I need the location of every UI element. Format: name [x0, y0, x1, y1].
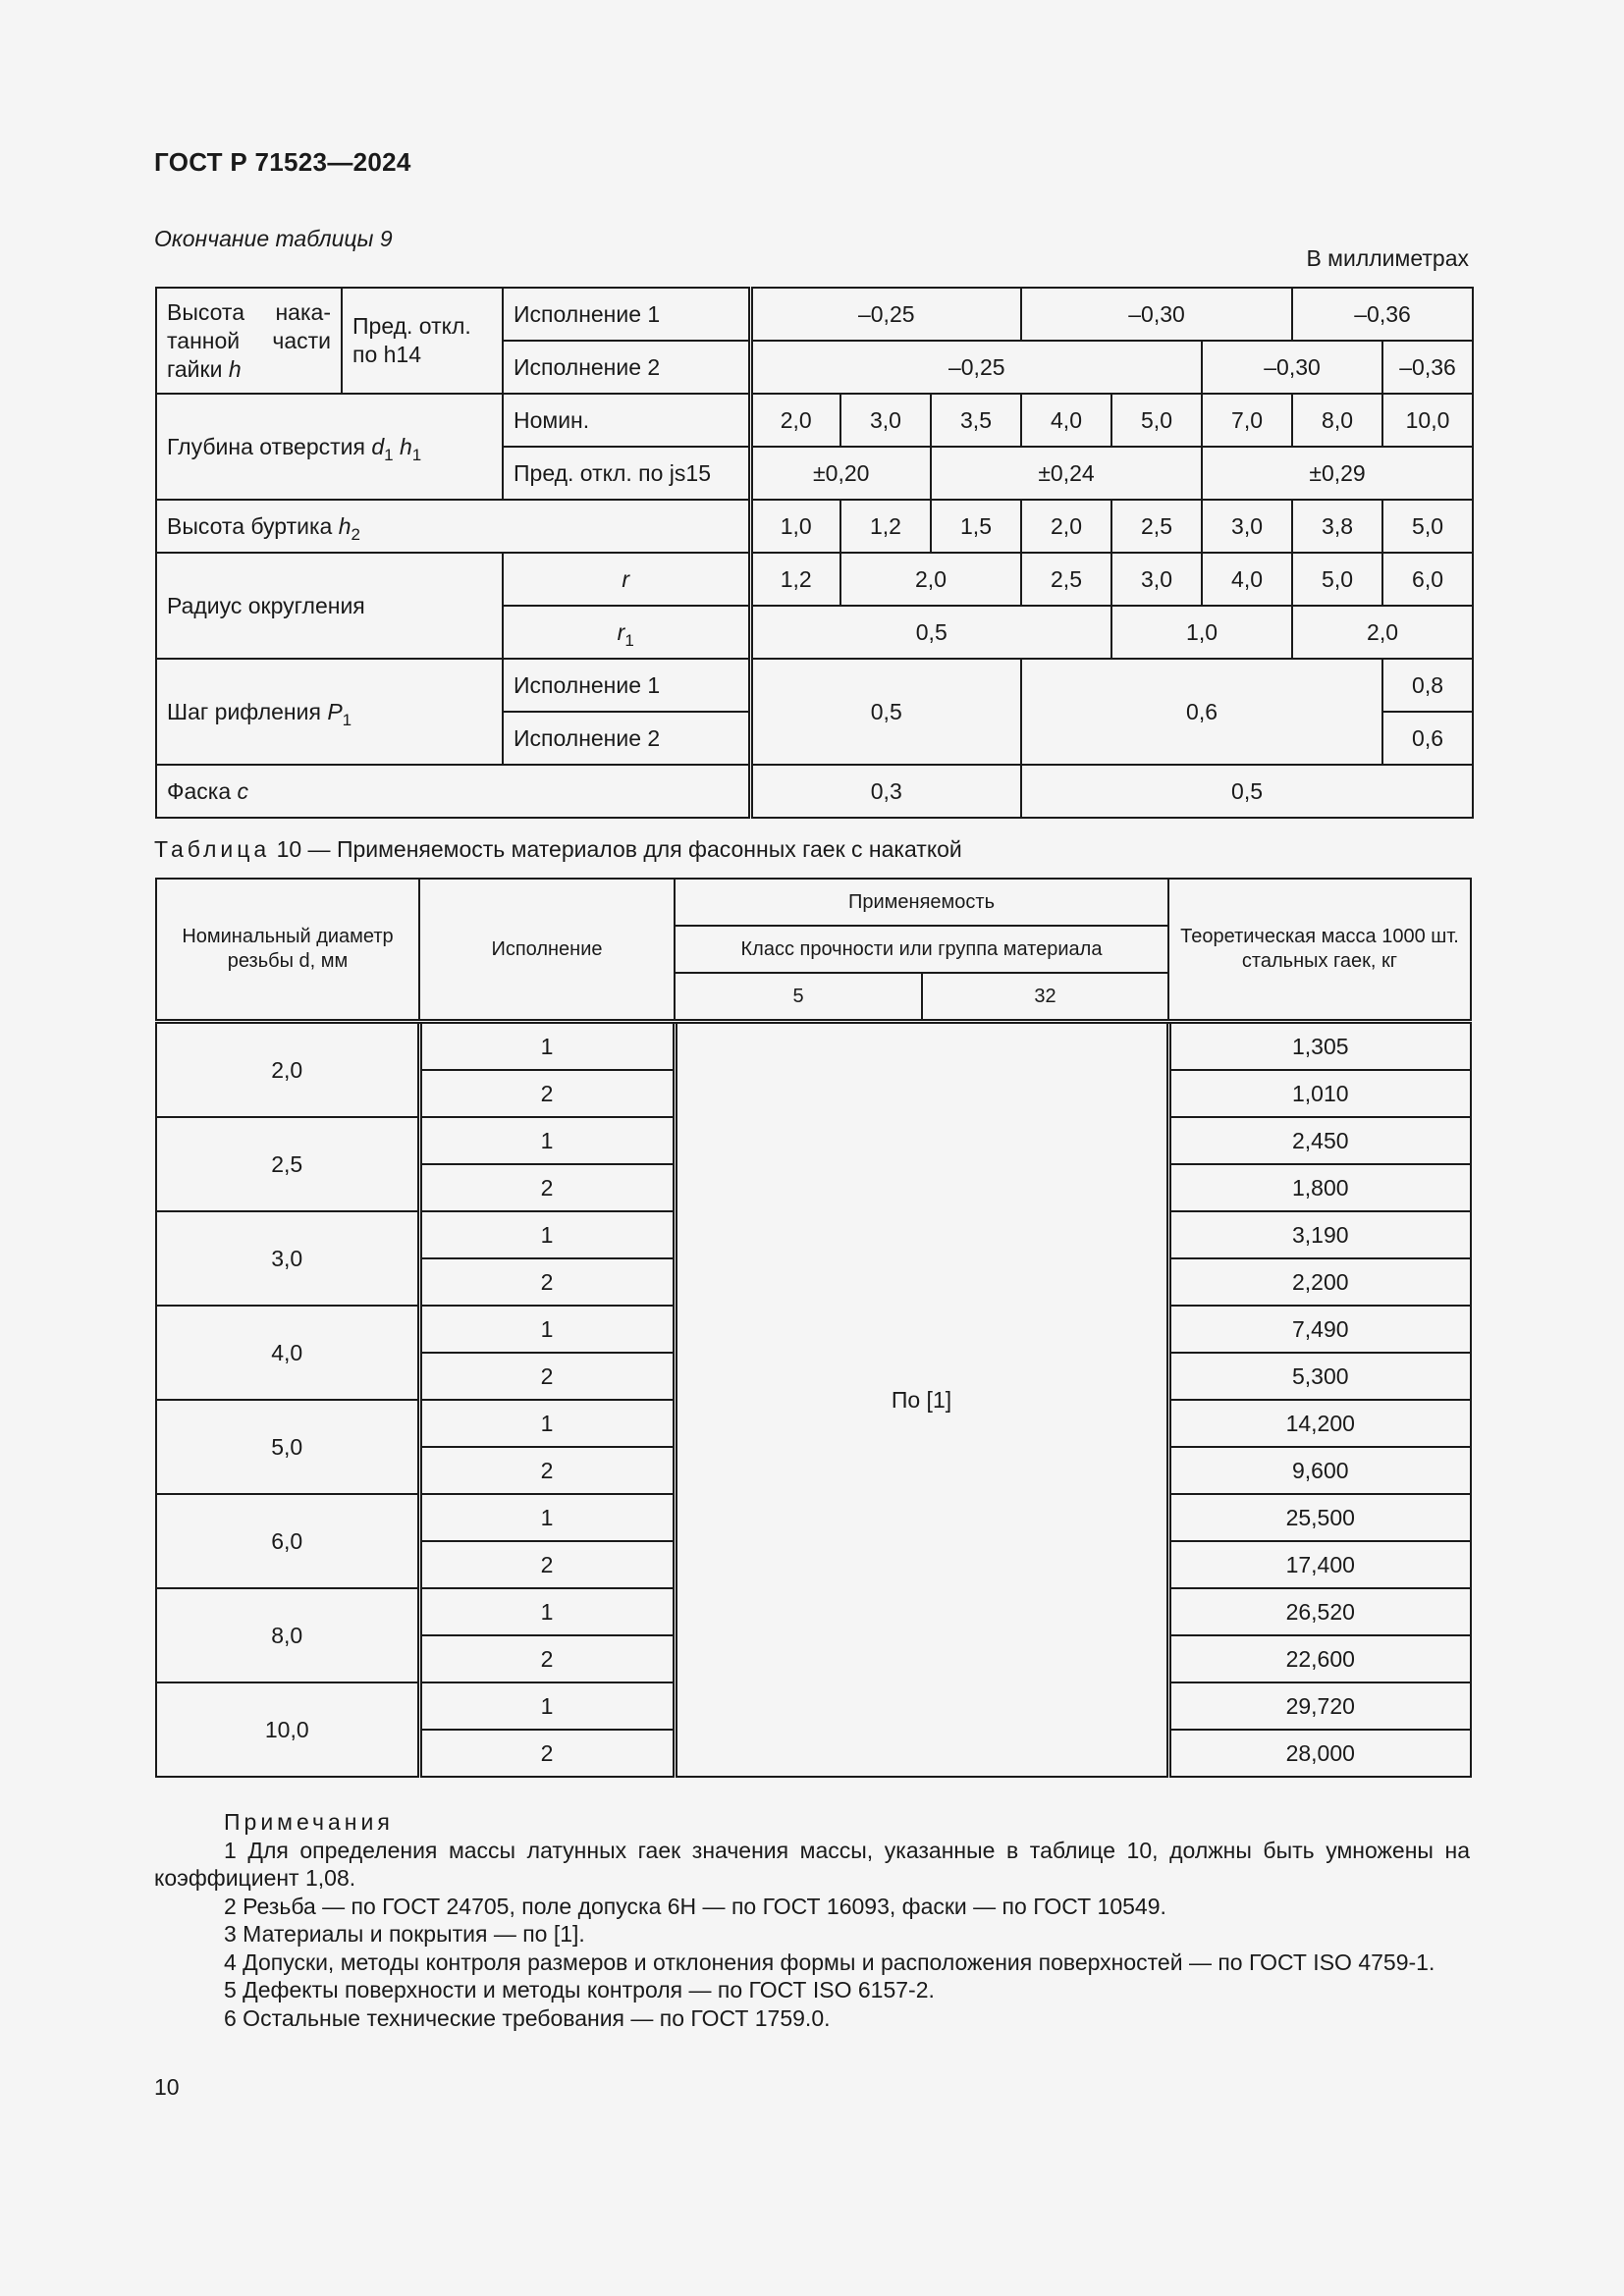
page-number: 10 — [154, 2074, 180, 2100]
table-row-diameter: 2,0 — [156, 1022, 419, 1118]
col-header-diameter: Номинальный диаметр резьбы d, мм — [156, 879, 419, 1022]
table-cell: 3,0 — [840, 394, 931, 447]
table-cell-version: 1 — [419, 1682, 675, 1730]
table-cell: 0,3 — [750, 765, 1021, 818]
table-cell: 4,0 — [1202, 553, 1292, 606]
table-cell-mass: 2,450 — [1168, 1117, 1471, 1164]
row-depth-nomin-label: Номин. — [503, 394, 750, 447]
table-cell-mass: 3,190 — [1168, 1211, 1471, 1258]
row-pitch-isp1-label: Исполнение 1 — [503, 659, 750, 712]
table-cell: 6,0 — [1382, 553, 1473, 606]
table-cell: 2,0 — [1021, 500, 1111, 553]
r-symbol: r — [503, 553, 750, 606]
table-row-diameter: 2,5 — [156, 1117, 419, 1211]
table-cell-version: 2 — [419, 1164, 675, 1211]
table-cell-mass: 14,200 — [1168, 1400, 1471, 1447]
table-cell: 0,5 — [750, 659, 1021, 765]
table-10 — [155, 878, 1472, 1778]
row-h-isp1-label: Исполнение 1 — [503, 288, 750, 341]
row-h-tolerance: Пред. откл. по h14 — [342, 288, 503, 394]
table9-continuation-label: Окончание таблицы 9 — [154, 226, 393, 251]
table-row-diameter: 3,0 — [156, 1211, 419, 1306]
table-cell: 3,0 — [1202, 500, 1292, 553]
table-cell: –0,36 — [1382, 341, 1473, 394]
table-cell: ±0,24 — [931, 447, 1202, 500]
notes-heading: Примечания — [224, 1809, 394, 1835]
row-chamfer-label: Фаска c — [156, 765, 750, 818]
table-cell: 3,8 — [1292, 500, 1382, 553]
table-row-diameter: 10,0 — [156, 1682, 419, 1777]
col-header-mass: Теоретическая масса 1000 шт. стальных гаек, кг — [1168, 879, 1471, 1022]
table-cell-version: 1 — [419, 1211, 675, 1258]
col-header-applicability: Применяемость — [675, 879, 1168, 926]
table-cell: 10,0 — [1382, 394, 1473, 447]
table-cell-version: 1 — [419, 1306, 675, 1353]
table-cell-version: 2 — [419, 1730, 675, 1777]
row-h-label: Высота нака-танной части гайки h — [156, 288, 342, 394]
table-9 — [155, 287, 1474, 819]
table-cell: 1,2 — [750, 553, 840, 606]
note-item: 4 Допуски, методы контроля размеров и отклонения формы и расположения поверхностей — по ГОСТ ISO 4759-1. — [224, 1949, 1435, 1975]
table-cell: –0,25 — [750, 341, 1202, 394]
table-cell-mass: 5,300 — [1168, 1353, 1471, 1400]
table-cell-mass: 1,800 — [1168, 1164, 1471, 1211]
table-cell: 3,0 — [1111, 553, 1202, 606]
row-pitch-isp2-label: Исполнение 2 — [503, 712, 750, 765]
note-item: 3 Материалы и покрытия — по [1]. — [224, 1921, 585, 1947]
table-cell: 5,0 — [1292, 553, 1382, 606]
row-depth-label: Глубина отверстия $d_1$ $h_1$ — [156, 394, 503, 500]
table-cell-version: 2 — [419, 1635, 675, 1682]
table-cell: 0,6 — [1021, 659, 1382, 765]
table-cell: 3,5 — [931, 394, 1021, 447]
table-cell: ±0,20 — [750, 447, 931, 500]
table-cell: 8,0 — [1292, 394, 1382, 447]
table-cell-mass: 17,400 — [1168, 1541, 1471, 1588]
table-cell-mass: 9,600 — [1168, 1447, 1471, 1494]
note-item: 1 Для определения массы латунных гаек значения массы, указанные в таблице 10, должны быть умножены на коэффициент 1,08. — [154, 1837, 1470, 1891]
note-item: 2 Резьба — по ГОСТ 24705, поле допуска 6Н — по ГОСТ 16093, фаски — по ГОСТ 10549. — [224, 1893, 1166, 1919]
table-cell: 1,5 — [931, 500, 1021, 553]
table-cell: 1,0 — [1111, 606, 1292, 659]
table-row-diameter: 5,0 — [156, 1400, 419, 1494]
table-cell-version: 2 — [419, 1353, 675, 1400]
table-cell: 0,8 — [1382, 659, 1473, 712]
table-cell-version: 2 — [419, 1447, 675, 1494]
table-cell-mass: 29,720 — [1168, 1682, 1471, 1730]
table-cell-version: 1 — [419, 1117, 675, 1164]
note-item: 6 Остальные технические требования — по ГОСТ 1759.0. — [224, 2004, 831, 2031]
standard-title: ГОСТ Р 71523—2024 — [154, 147, 411, 177]
table-cell: 5,0 — [1111, 394, 1202, 447]
units-label: В миллиметрах — [1306, 245, 1469, 271]
table-cell: –0,36 — [1292, 288, 1473, 341]
table-cell: –0,30 — [1021, 288, 1292, 341]
table-cell: 0,6 — [1382, 712, 1473, 765]
table-cell: 1,0 — [750, 500, 840, 553]
row-radius-label: Радиус округления — [156, 553, 503, 659]
table-cell-version: 2 — [419, 1541, 675, 1588]
table-cell: 0,5 — [1021, 765, 1473, 818]
table-cell-version: 2 — [419, 1070, 675, 1117]
table-cell: 4,0 — [1021, 394, 1111, 447]
table-cell: –0,30 — [1202, 341, 1382, 394]
table-cell-mass: 1,305 — [1168, 1022, 1471, 1071]
table-cell: 0,5 — [750, 606, 1111, 659]
applicability-value: По [1] — [675, 1022, 1168, 1778]
table-cell: 2,0 — [840, 553, 1021, 606]
table-cell-version: 1 — [419, 1400, 675, 1447]
table-cell-mass: 22,600 — [1168, 1635, 1471, 1682]
col-header-class-32: 32 — [922, 973, 1168, 1022]
table-cell-version: 1 — [419, 1022, 675, 1071]
table-cell: 2,0 — [750, 394, 840, 447]
table-row-diameter: 8,0 — [156, 1588, 419, 1682]
table-cell-mass: 7,490 — [1168, 1306, 1471, 1353]
col-header-class-5: 5 — [675, 973, 922, 1022]
table-cell-version: 1 — [419, 1494, 675, 1541]
row-h-isp2-label: Исполнение 2 — [503, 341, 750, 394]
table-cell-mass: 26,520 — [1168, 1588, 1471, 1635]
table-cell-version: 2 — [419, 1258, 675, 1306]
col-header-class: Класс прочности или группа материала — [675, 926, 1168, 973]
r1-symbol: $r_1$ — [503, 606, 750, 659]
table-row-diameter: 6,0 — [156, 1494, 419, 1588]
table-cell: 2,5 — [1021, 553, 1111, 606]
table-cell-mass: 1,010 — [1168, 1070, 1471, 1117]
table-row-diameter: 4,0 — [156, 1306, 419, 1400]
table-cell-mass: 2,200 — [1168, 1258, 1471, 1306]
table-cell: –0,25 — [750, 288, 1021, 341]
table-cell: 5,0 — [1382, 500, 1473, 553]
row-burt-label: Высота буртика $h_2$ — [156, 500, 750, 553]
table-cell-mass: 28,000 — [1168, 1730, 1471, 1777]
table-cell-version: 1 — [419, 1588, 675, 1635]
table-cell-mass: 25,500 — [1168, 1494, 1471, 1541]
table-cell: 7,0 — [1202, 394, 1292, 447]
row-pitch-label: Шаг рифления $P_1$ — [156, 659, 503, 765]
table10-caption: Таблица 10 — Применяемость материалов для фасонных гаек с накаткой — [154, 836, 962, 862]
notes-block — [154, 1808, 1470, 2032]
table-cell: 2,5 — [1111, 500, 1202, 553]
table-cell: 1,2 — [840, 500, 931, 553]
col-header-version: Исполнение — [419, 879, 675, 1022]
table-cell: 2,0 — [1292, 606, 1473, 659]
note-item: 5 Дефекты поверхности и методы контроля — по ГОСТ ISO 6157-2. — [224, 1977, 935, 2002]
table-cell: ±0,29 — [1202, 447, 1473, 500]
row-depth-tol-label: Пред. откл. по js15 — [503, 447, 750, 500]
